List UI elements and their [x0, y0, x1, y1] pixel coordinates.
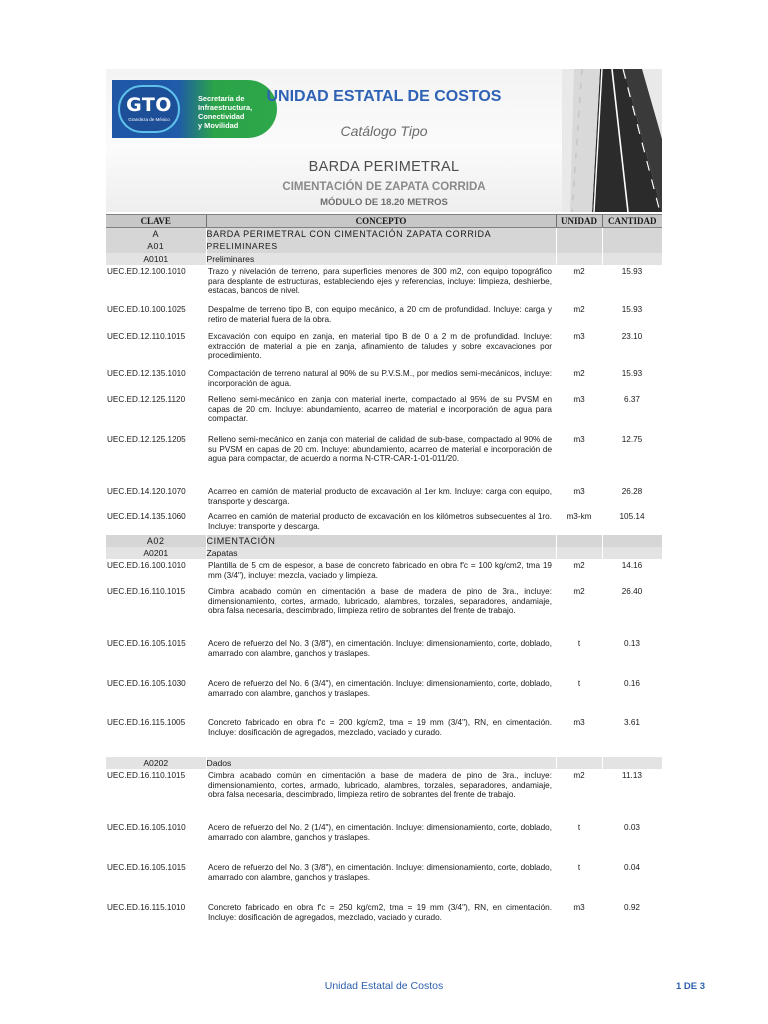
item-unit: t [577, 679, 581, 688]
item-unit: m2 [573, 587, 585, 596]
page-number: 1 DE 3 [676, 981, 706, 992]
catalog-subtitle: Catálogo Tipo [340, 123, 428, 139]
item-description: Cimbra acabado común en cimentación a base de madera de pino de 3ra., incluye: dimensionamiento, cortes, armado, lubricado, alambres, torzales, separadores, andamiaje, obra falsa necesaria, descimbrado, limpieza retiro de sobrantes del frente de trabajo. [208, 771, 552, 800]
group-unit-empty [556, 547, 602, 559]
item-code: UEC.ED.12.125.1205 [107, 435, 186, 444]
item-description: Trazo y nivelación de terreno, para superficies menores de 300 m2, con equipo topográfico para desplante de estructuras, estableciendo ejes y referencias, incluye: limpieza, deshierbe, estacas, bancos de nivel. [208, 267, 552, 296]
foundation-type: CIMENTACIÓN DE ZAPATA CORRIDA [282, 181, 486, 193]
item-unit: t [577, 863, 581, 872]
item-row [106, 393, 662, 433]
subgroup-row [106, 547, 662, 559]
item-code: UEC.ED.16.115.1010 [107, 903, 186, 912]
item-row [106, 510, 662, 535]
item-unit: m3 [573, 332, 585, 341]
item-description: Acero de refuerzo del No. 3 (3/8"), en cimentación. Incluye: dimensionamiento, corte, doblado, amarrado con alambre, ganchos y traslapes. [208, 863, 552, 882]
item-quantity: 12.75 [621, 435, 643, 444]
item-description: Concreto fabricado en obra f'c = 250 kg/cm2, tma = 19 mm (3/4"), RN, en cimentación. Incluye: dosificación de agregados, mezclado, vaciado y curado. [208, 903, 552, 922]
item-row [106, 716, 662, 757]
item-unit: t [577, 639, 581, 648]
group-title: Preliminares [206, 253, 556, 265]
item-quantity: 26.40 [621, 587, 643, 596]
group-qty-empty [602, 547, 662, 559]
item-row [106, 861, 662, 901]
item-row [106, 559, 662, 585]
gto-tagline: Grandeza de México [128, 117, 170, 122]
item-code: UEC.ED.12.100.1010 [107, 267, 186, 276]
group-qty-empty [602, 228, 662, 241]
gto-wordmark: GTO [126, 94, 172, 116]
item-row [106, 585, 662, 637]
item-unit: m3 [573, 435, 585, 444]
table-header [106, 215, 662, 228]
group-qty-empty [602, 757, 662, 769]
col-concepto: CONCEPTO [206, 215, 556, 228]
item-row [106, 637, 662, 677]
group-unit-empty [556, 228, 602, 241]
item-description: Acarreo en camión de material producto de excavación en los kilómetros subsecuentes al 1ro. Incluye: transporte y descarga. [208, 512, 552, 531]
item-description: Acero de refuerzo del No. 6 (3/4"), en cimentación. Incluye: dimensionamiento, corte, doblado, amarrado con alambre, ganchos y traslapes. [208, 679, 552, 698]
group-row [106, 240, 662, 253]
group-code: A0101 [106, 253, 206, 265]
item-quantity: 105.14 [619, 512, 645, 521]
item-code: UEC.ED.16.110.1015 [107, 587, 186, 596]
item-quantity: 6.37 [624, 395, 640, 404]
secretaria-line: y Movilidad [198, 121, 239, 130]
item-unit: m3 [573, 487, 585, 496]
item-quantity: 23.10 [621, 332, 643, 341]
item-quantity: 26.28 [621, 487, 643, 496]
group-unit-empty [556, 253, 602, 265]
item-code: UEC.ED.12.125.1120 [107, 395, 186, 404]
subgroup-row [106, 757, 662, 769]
group-title: BARDA PERIMETRAL CON CIMENTACIÓN ZAPATA CORRIDA [206, 228, 556, 241]
item-code: UEC.ED.16.110.1015 [107, 771, 186, 780]
group-title: Dados [206, 757, 556, 769]
group-unit-empty [556, 757, 602, 769]
item-code: UEC.ED.12.110.1015 [107, 332, 186, 341]
col-cantidad: CANTIDAD [602, 215, 662, 228]
group-code: A0202 [106, 757, 206, 769]
item-unit: m3 [573, 903, 585, 912]
footer-unit: Unidad Estatal de Costos [324, 980, 444, 992]
item-unit: t [577, 823, 581, 832]
module-size: MÓDULO DE 18.20 METROS [320, 197, 448, 208]
item-code: UEC.ED.16.105.1015 [107, 863, 186, 872]
item-unit: m2 [573, 267, 585, 276]
item-description: Compactación de terreno natural al 90% de su P.V.S.M., por medios semi-mecánicos, incluye: incorporación de agua. [208, 369, 552, 388]
item-row [106, 677, 662, 716]
item-row [106, 485, 662, 510]
group-title: PRELIMINARES [206, 240, 556, 253]
item-quantity: 0.13 [624, 639, 640, 648]
item-row [106, 769, 662, 821]
subgroup-row [106, 253, 662, 265]
secretaria-line: Infraestructura, [198, 103, 253, 112]
item-code: UEC.ED.16.115.1005 [107, 718, 186, 727]
catalog-table [106, 214, 662, 934]
unit-title: UNIDAD ESTATAL DE COSTOS [266, 88, 502, 105]
item-quantity: 11.13 [622, 771, 642, 780]
item-quantity: 0.03 [624, 823, 640, 832]
item-description: Excavación con equipo en zanja, en material tipo B de 0 a 2 m de profundidad. Incluye: extracción de material a pie en zanja, afinamiento de taludes y sobre excavaciones por procedimiento. [208, 332, 552, 361]
item-description: Acero de refuerzo del No. 2 (1/4"), en cimentación. Incluye: dimensionamiento, corte, doblado, amarrado con alambre, ganchos y traslapes. [208, 823, 552, 842]
catalog-page [106, 69, 662, 934]
group-qty-empty [602, 253, 662, 265]
item-unit: m2 [573, 561, 585, 570]
group-qty-empty [602, 240, 662, 253]
item-quantity: 0.92 [624, 903, 640, 912]
item-row [106, 265, 662, 303]
item-code: UEC.ED.10.100.1025 [107, 305, 186, 314]
item-description: Acarreo en camión de material producto de excavación al 1er km. Incluye: carga con equipo, transporte y descarga. [208, 487, 552, 506]
item-unit: m3 [573, 718, 585, 727]
item-row [106, 901, 662, 934]
item-quantity: 15.93 [621, 369, 643, 378]
item-unit: m2 [573, 771, 585, 780]
item-row [106, 433, 662, 485]
group-unit-empty [556, 240, 602, 253]
header-banner [106, 69, 662, 212]
item-unit: m2 [573, 305, 585, 314]
item-code: UEC.ED.14.120.1070 [107, 487, 186, 496]
group-unit-empty [556, 535, 602, 547]
group-code: A0201 [106, 547, 206, 559]
group-code: A02 [106, 535, 206, 547]
road-image [562, 69, 662, 212]
group-code: A [106, 228, 206, 241]
group-code: A01 [106, 240, 206, 253]
group-row [106, 228, 662, 241]
group-title: Zapatas [206, 547, 556, 559]
item-row [106, 303, 662, 330]
item-quantity: 0.16 [624, 679, 640, 688]
col-unidad: UNIDAD [556, 215, 602, 228]
col-clave: CLAVE [106, 215, 206, 228]
item-row [106, 821, 662, 861]
secretaria-line: Secretaría de [198, 94, 245, 103]
item-description: Concreto fabricado en obra f'c = 200 kg/cm2, tma = 19 mm (3/4"), RN, en cimentación. Incluye: dosificación de agregados, mezclado, vaciado y curado. [208, 718, 552, 737]
item-description: Cimbra acabado común en cimentación a base de madera de pino de 3ra., incluye: dimensionamiento, cortes, armado, lubricado, alambres, torzales, separadores, andamiaje, obra falsa necesaria, descimbrado, limpieza retiro de sobrantes del frente de trabajo. [208, 587, 552, 616]
item-quantity: 3.61 [624, 718, 640, 727]
secretaria-line: Conectividad [198, 112, 245, 121]
work-title: BARDA PERIMETRAL [308, 159, 460, 175]
item-description: Acero de refuerzo del No. 3 (3/8"), en cimentación. Incluye: dimensionamiento, corte, doblado, amarrado con alambre, ganchos y traslapes. [208, 639, 552, 658]
item-quantity: 0.04 [624, 863, 640, 872]
item-code: UEC.ED.16.105.1030 [107, 679, 186, 688]
item-unit: m2 [573, 369, 585, 378]
group-row [106, 535, 662, 547]
item-code: UEC.ED.16.100.1010 [107, 561, 186, 570]
item-code: UEC.ED.14.135.1060 [107, 512, 186, 521]
item-quantity: 14.16 [621, 561, 643, 570]
item-code: UEC.ED.16.105.1010 [107, 823, 186, 832]
item-description: Relleno semi-mecánico en zanja con material inerte, compactado al 95% de su PVSM en capas de 20 cm. Incluye: abundamiento, acarreo de material e incorporación de agua para compactar. [208, 395, 552, 424]
item-description: Plantilla de 5 cm de espesor, a base de concreto fabricado en obra f'c = 100 kg/cm2, tma 19 mm (3/4"), incluye: mezcla, vaciado y limpieza. [208, 561, 552, 580]
item-unit: m3-km [566, 512, 592, 521]
item-quantity: 15.93 [621, 267, 643, 276]
item-code: UEC.ED.16.105.1015 [107, 639, 186, 648]
group-qty-empty [602, 535, 662, 547]
item-row [106, 367, 662, 393]
item-description: Relleno semi-mecánico en zanja con material de calidad de sub-base, compactado al 90% de su PVSM en capas de 20 cm. Incluye: abundamiento, acarreo de material e incorporación de agua para compactar, de acuerdo a norma N-CTR-CAR-1-01-011/20. [208, 435, 552, 464]
group-title: CIMENTACIÓN [206, 535, 556, 547]
item-description: Despalme de terreno tipo B, con equipo mecánico, a 20 cm de profundidad. Incluye: carga y retiro de material fuera de la obra. [208, 305, 552, 324]
item-quantity: 15.93 [621, 305, 643, 314]
item-row [106, 330, 662, 367]
item-code: UEC.ED.12.135.1010 [107, 369, 186, 378]
item-unit: m3 [573, 395, 585, 404]
